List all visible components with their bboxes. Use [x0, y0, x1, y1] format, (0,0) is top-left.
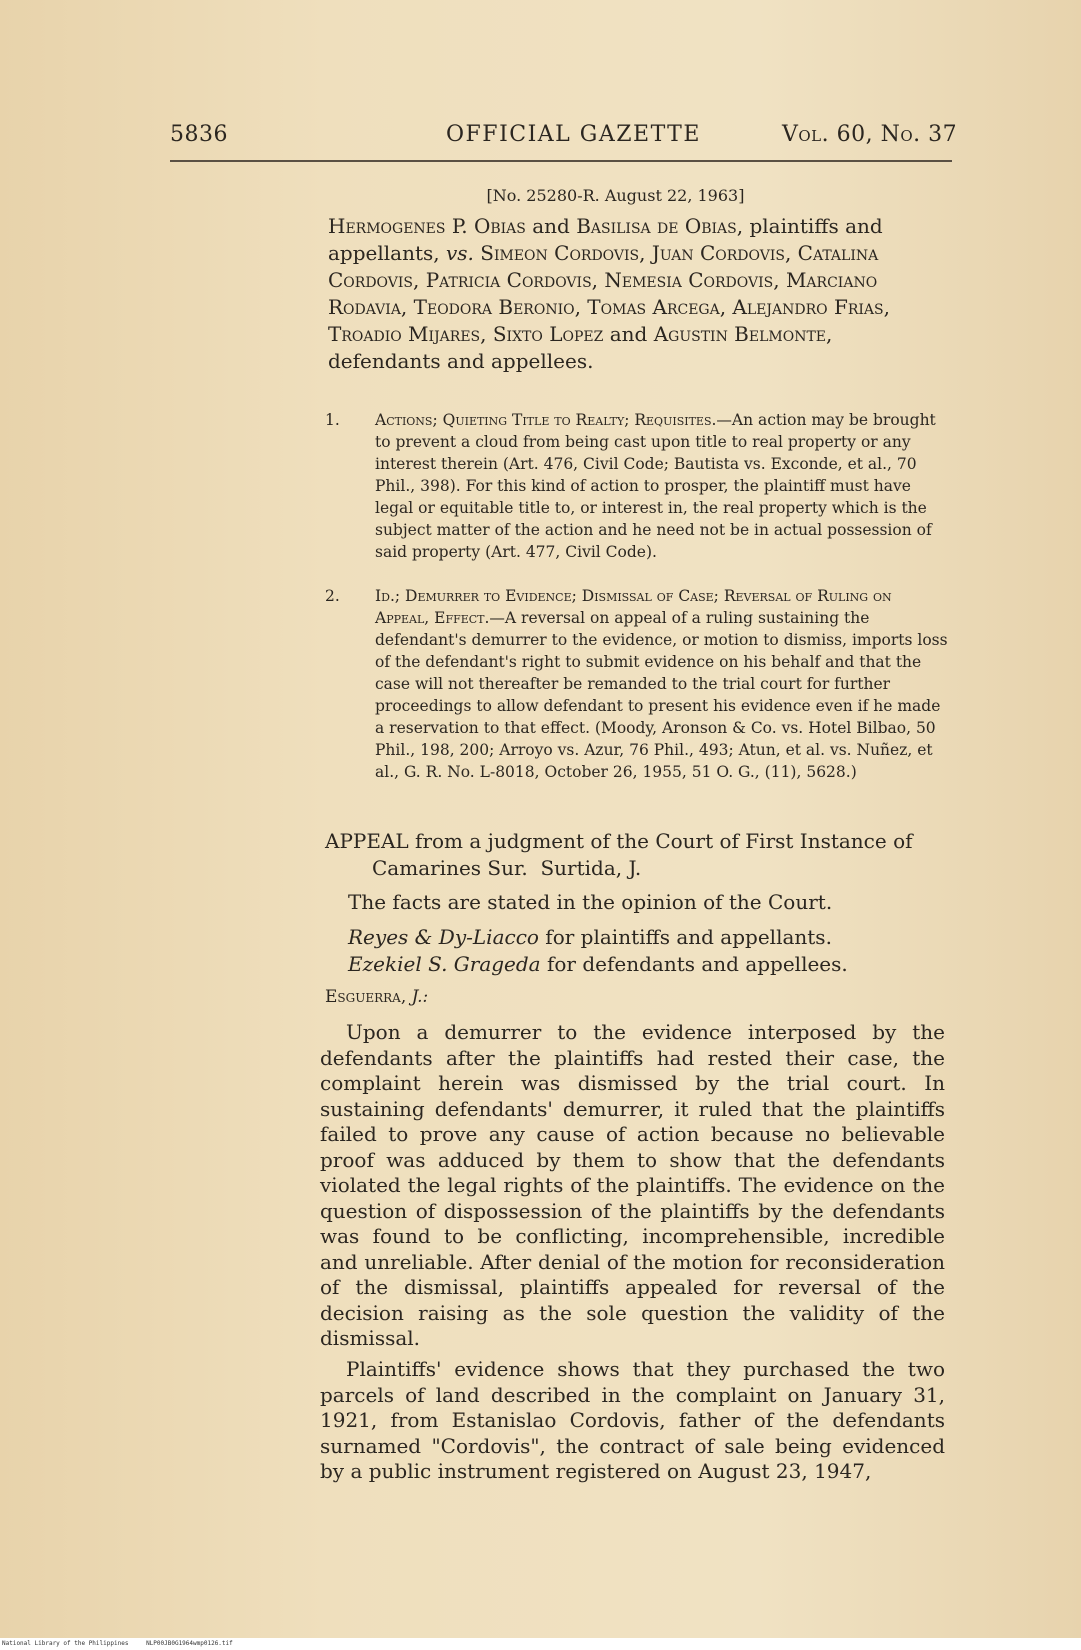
versus: vs.: [445, 241, 474, 265]
paragraph-text: Upon a demurrer to the evidence interposed by the defendants after the plaintiffs had rested their case, the complaint herein was dismissed by the trial court. In sustaining defendants' demurrer, it ruled that the plaintiffs failed to prove any cause of action because no believable proof was adduced by them to show that the defendants violated the legal rights of the plaintiffs. The evidence on the question of dispossession of the plaintiffs by the defendants was found to be conflicting, incomprehensible, incredible and unreliable. After denial of the motion for reconsideration of the dismissal, plaintiffs appealed for reversal of the decision raising as the sole question the validity of the dismissal.: [320, 1020, 945, 1350]
counsel-name: Ezekiel S. Grageda: [348, 952, 541, 976]
ponente: [325, 987, 428, 1007]
party-conjunction: and: [525, 214, 577, 238]
justice-suffix: J.:: [406, 987, 429, 1007]
counsel-line: [348, 924, 848, 951]
justice-name: Esguerra,: [325, 987, 407, 1007]
opinion-paragraph: [320, 1020, 945, 1352]
page-number: 5836: [170, 122, 228, 147]
publication-title: OFFICIAL GAZETTE: [446, 122, 701, 147]
paragraph-text: Plaintiffs' evidence shows that they purchased the two parcels of land described in the complaint on January 31, 1921, from Estanislao Cordovis, father of the defendants surnamed "Cordovis", the contract of sale being evidenced by a public instrument registered on August 23, 1947,: [320, 1357, 945, 1483]
syllabus-item: [325, 585, 950, 783]
party-conjunction: and: [603, 322, 654, 346]
syllabus-heading: Actions; Quieting Title to Realty; Requisites.: [375, 411, 717, 429]
syllabus-number: 1.: [325, 411, 340, 429]
case-number: [No. 25280-R. August 22, 1963]: [486, 186, 745, 205]
counsel-name: Reyes & Dy-Liacco: [348, 925, 539, 949]
facts-statement: The facts are stated in the opinion of the Court.: [348, 890, 833, 914]
appeal-text: APPEAL from a judgment of the Court of First Instance of Camarines Sur.: [325, 829, 913, 880]
party-name: Hermogenes P. Obias: [328, 214, 526, 238]
opinion-paragraph: [320, 1357, 945, 1485]
case-parties: [328, 213, 948, 375]
counsel-role: for defendants and appellees.: [540, 952, 848, 976]
party-name: Agustin Belmonte: [653, 322, 827, 346]
syllabus-text: —An action may be brought to prevent a cloud from being cast upon title to real property or any interest therein (Art. 476, Civil Code; Bautista vs. Exconde, et al., 70 Phil., 398). For this kind of action to prosper, the plaintiff must have legal or equitable title to, or interest in, the real property which is the subject matter of the action and he need not be in actual possession of said property (Art. 477, Civil Code).: [375, 411, 936, 561]
defendant-names: Simeon Cordovis, Juan Cordovis, Catalina Cordovis, Patricia Cordovis, Nemesia Cordovis, Marciano Rodavia, Teodora Beronio, Tomas Arcega, Alejandro Frias, Troadio Mijares, Sixto Lopez: [328, 241, 890, 346]
volume-number: Vol. 60, No. 37: [782, 122, 958, 147]
counsel-role: for plaintiffs and appellants.: [538, 925, 832, 949]
counsel-line: [348, 951, 848, 978]
scan-footer: [0, 1638, 1081, 1650]
syllabus-item: [325, 409, 950, 563]
party-name: Basilisa de Obias: [576, 214, 737, 238]
party-role: , defendants and appellees.: [328, 322, 833, 373]
counsel-list: [348, 924, 848, 978]
header-rule: [170, 160, 952, 162]
syllabus-text: —A reversal on appeal of a ruling sustaining the defendant's demurrer to the evidence, or motion to dismiss, imports loss of the defendant's right to submit evidence on his behalf and that the case will not thereafter be remanded to the trial court for further proceedings to allow defendant to present his evidence even if he made a reservation to that effect. (Moody, Aronson & Co. vs. Hotel Bilbao, 50 Phil., 198, 200; Arroyo vs. Azur, 76 Phil., 493; Atun, et al. vs. Nuñez, et al., G. R. No. L-8018, October 26, 1955, 51 O. G., (11), 5628.): [375, 609, 948, 781]
syllabus-number: 2.: [325, 587, 340, 605]
library-credit: National Library of the Philippines: [2, 1640, 129, 1647]
party-role: , plaintiffs and appellants,: [328, 214, 883, 265]
trial-judge: Surtida, J.: [540, 856, 642, 880]
file-name: NLP00JB0G1964wmp0126.tif: [146, 1640, 233, 1647]
appeal-statement: [325, 828, 950, 882]
syllabus-heading: Id.; Demurrer to Evidence; Dismissal of Case; Reversal of Ruling on Appeal, Effect.: [375, 587, 892, 627]
page-header: [0, 118, 1081, 154]
